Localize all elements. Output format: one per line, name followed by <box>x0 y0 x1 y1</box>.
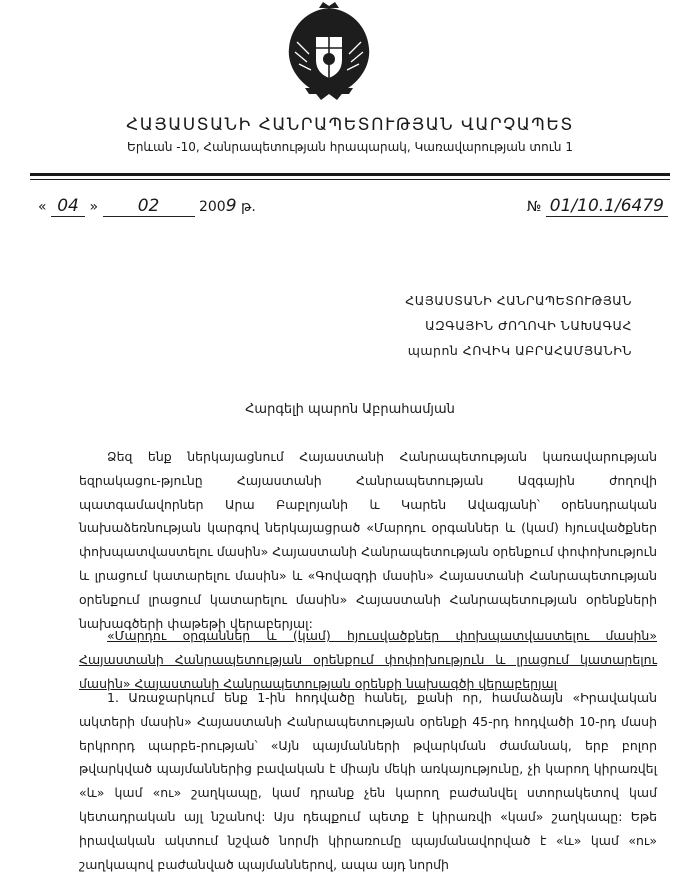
number-value: 01/10.1/6479 <box>546 196 668 217</box>
addressee-block <box>405 288 632 363</box>
document-number <box>527 196 668 216</box>
number-label: № <box>526 199 542 215</box>
date-open-quote: « <box>38 199 47 215</box>
salutation: Հարգելի պարոն Աբրահամյան <box>245 402 455 417</box>
addressee-line-1: ՀԱՅԱՍՏԱՆԻ ՀԱՆՐԱՊԵՏՈՒԹՅԱՆ <box>405 293 632 308</box>
date-close-quote: » <box>89 199 99 215</box>
date-day: 04 <box>51 196 85 217</box>
header-divider-thin <box>30 179 670 180</box>
armenia-coat-of-arms-icon <box>277 2 381 106</box>
addressee-line-2: ԱԶԳԱՅԻՆ ԺՈՂՈՎԻ ՆԱԽԱԳԱՀ <box>425 318 632 333</box>
body-paragraph-2: 1. Առաջարկում ենք 1-ին հոդվածը հանել, քանի որ, համաձայն «Իրավական ակտերի մասին» Հայաստանի Հանրապետության օրենքի 45-րդ հոդվածի 10-րդ մասի երկրորդ պարբե-րության՝ «Այն պայմանների թվարկման ժամանակ, երբ բոլոր թվարկված պայմաններից բավական է միայն մեկի առկայությունը, չի կարող կիրառվել «և» կամ «ու» շաղկապը, կամ դրանք չեն կարող բաժանվել ստորակետով կամ կետադրական այլ նշանով: Այս դեպքում պետք է կիրառվի «կամ» շաղկապը: Եթե իրավական ակտում նշված նորմի կիրառումը պայմանավորված է «և» կամ «ու» շաղկապով բաժանված պայմաններով, ապա այդ նորմի <box>79 690 657 872</box>
date-line <box>38 196 256 217</box>
addressee-line-3: պարոն ՀՈՎԻԿ ԱԲՐԱՀԱՄՅԱՆԻՆ <box>407 343 632 358</box>
date-year-prefix: 200 <box>198 199 226 215</box>
date-year-abbr: թ. <box>240 199 256 215</box>
section-heading: «Մարդու օրգաններ և (կամ) հյուսվածքներ փոխպատվաստելու մասին» Հայաստանի Հանրապետության օրենքում փոփոխություն և լրացում կատարելու մասին» Հայաստանի Հանրապետության օրենքի նախագծի վերաբերյալ <box>79 628 657 691</box>
office-title: ՀԱՅԱՍՏԱՆԻ ՀԱՆՐԱՊԵՏՈՒԹՅԱՆ ՎԱՐՉԱՊԵՏ <box>126 115 574 135</box>
office-address: Երևան -10, Հանրապետության հրապարակ, Կառավարության տուն 1 <box>127 140 573 154</box>
body-paragraph-1: Ձեզ ենք ներկայացնում Հայաստանի Հանրապետության կառավարության եզրակացու-թյունը Հայաստանի Հանրապետության Ազգային ժողովի պատգամավորներ Արա Բաբլոյանի և Կարեն Ավագյանի՝ օրենսդրական նախաձեռնության կարգով ներկայացրած «Մարդու օրգաններ և (կամ) հյուսվածքներ փոխպատվաստելու մասին» Հայաստանի Հանրապետության օրենքում փոփոխություն և լրացում կատարելու մասին» և «Գովազդի մասին» Հայաստանի Հանրապետության օրենքում լրացում կատարելու մասին» Հայաստանի Հանրապետության օրենքների նախագծերի փաթեթի վերաբերյալ: <box>79 449 657 631</box>
date-year-suffix: 9 <box>225 196 237 216</box>
header-divider-thick <box>30 173 670 176</box>
date-month: 02 <box>103 196 195 217</box>
